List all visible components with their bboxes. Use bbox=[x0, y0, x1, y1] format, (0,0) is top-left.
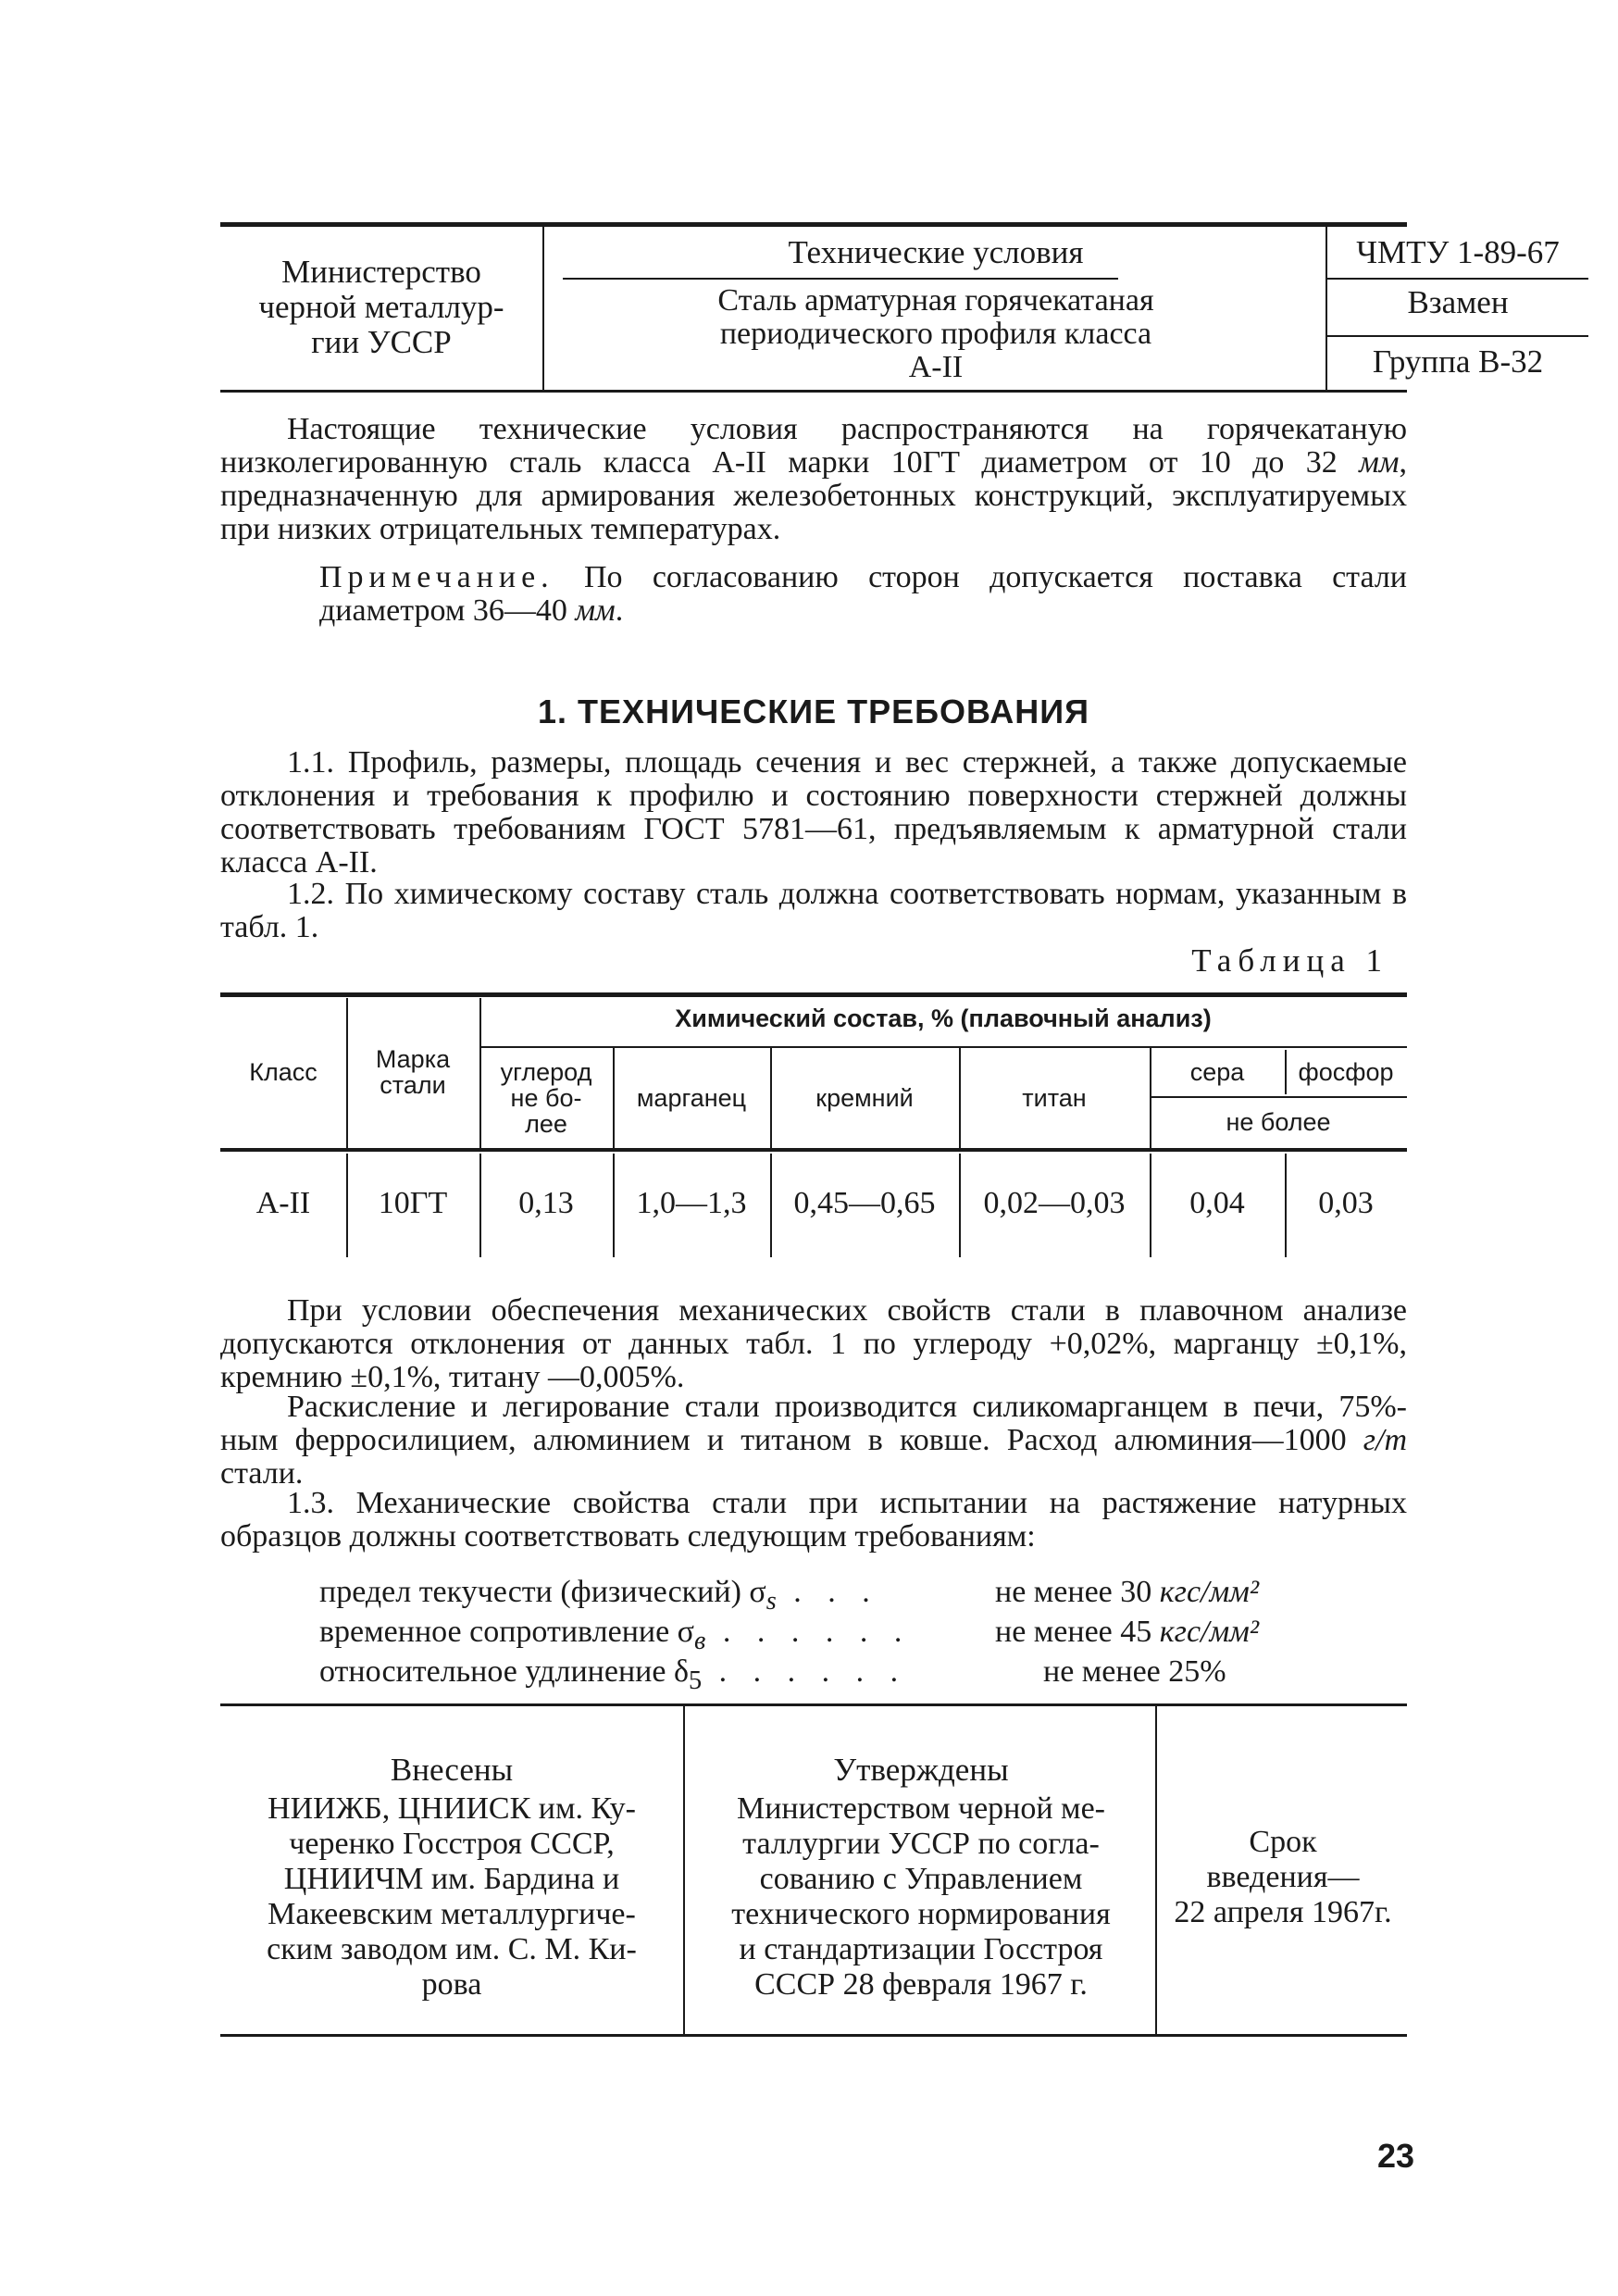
property-subscript: в bbox=[694, 1626, 706, 1655]
deoxidation-text: Раскисление и легирование стали производится силикомарганцем в печи, 75%-ным ферросилицием, алюминием и титаном в ковше. Расход алюминия—1000 bbox=[220, 1390, 1407, 1457]
paragraph-1-1: 1.1. Профиль, размеры, площадь сечения и вес стержней, а также допускаемые отклонения и требования к профилю и состоянию поверхности стержней должны соответствовать требованиям ГОСТ 5781—61, предъявляемым к арматурной стали класса А-II. bbox=[220, 745, 1407, 880]
header-divider bbox=[563, 278, 1118, 280]
property-unit: кгс/мм² bbox=[1159, 1615, 1260, 1649]
paragraph-1-2: 1.2. По химическому составу сталь должна соответствовать нормам, указанным в табл. 1. bbox=[220, 877, 1407, 944]
cell-grade: 10ГТ bbox=[378, 1186, 448, 1220]
property-value-text: не менее 30 bbox=[995, 1575, 1160, 1609]
cell-carbon: 0,13 bbox=[518, 1186, 574, 1220]
document-title: Сталь арматурная горячекатаная периодического профиля класса А-II bbox=[717, 283, 1154, 384]
property-subscript: 5 bbox=[688, 1666, 703, 1695]
deoxidation-paragraph bbox=[220, 1391, 1407, 1491]
property-value bbox=[995, 1574, 1259, 1611]
cell-manganese: 1,0—1,3 bbox=[636, 1186, 747, 1220]
header-manganese: марганец bbox=[636, 1084, 747, 1112]
header-title-cell bbox=[542, 227, 1327, 390]
table-header-rule bbox=[220, 1148, 1407, 1152]
note-end: . bbox=[615, 593, 624, 628]
property-item bbox=[319, 1574, 1384, 1615]
property-item bbox=[319, 1614, 1384, 1654]
property-unit: кгс/мм² bbox=[1159, 1575, 1260, 1609]
header-class: Класс bbox=[249, 1058, 317, 1086]
header-silicon: кремний bbox=[815, 1084, 914, 1112]
deoxidation-text-end: стали. bbox=[220, 1456, 304, 1491]
property-name bbox=[319, 1653, 907, 1700]
property-value-text: не менее 45 bbox=[995, 1615, 1160, 1649]
table-caption: Таблица 1 bbox=[1191, 942, 1388, 979]
header-composition: Химический состав, % (плавочный анализ) bbox=[675, 1004, 1212, 1032]
page-number: 23 bbox=[1376, 2137, 1414, 2175]
property-label: временное сопротивление σ bbox=[319, 1615, 695, 1649]
note-paragraph bbox=[319, 561, 1407, 628]
header-grade: Марка стали bbox=[375, 1045, 451, 1099]
property-item bbox=[319, 1653, 1384, 1694]
header-titanium: титан bbox=[1022, 1084, 1087, 1112]
cell-silicon: 0,45—0,65 bbox=[793, 1186, 936, 1220]
property-value bbox=[995, 1614, 1259, 1651]
intro-text: Настоящие технические условия распространяются на горячекатаную низколегированную сталь класса А-II марки 10ГТ диаметром от 10 до 32 bbox=[220, 412, 1407, 480]
property-dots: . . . . . . bbox=[702, 1654, 908, 1689]
property-subscript: s bbox=[765, 1586, 777, 1616]
note-text: По согласованию сторон допускается поставка стали диаметром 36—40 bbox=[319, 560, 1407, 628]
chemical-composition-table bbox=[220, 992, 1407, 1261]
header-max-note: не более bbox=[1226, 1108, 1331, 1136]
header-divider bbox=[1327, 335, 1588, 337]
note-unit: мм bbox=[575, 593, 616, 628]
paragraph-1-3: 1.3. Механические свойства стали при испытании на растяжение натурных образцов должны соответствовать следующим требованиям: bbox=[220, 1486, 1407, 1554]
deoxidation-unit: г/т bbox=[1363, 1423, 1407, 1457]
intro-text-end: , предназначенную для армирования железобетонных конструкций, эксплуатируемых при низких отрицательных температурах. bbox=[220, 445, 1407, 546]
intro-paragraph bbox=[220, 413, 1407, 546]
header-ministry-cell bbox=[220, 227, 542, 390]
footer-effective-cell bbox=[1155, 1706, 1409, 2034]
cell-phosphorus: 0,03 bbox=[1318, 1186, 1374, 1220]
table-rule bbox=[1150, 1096, 1407, 1098]
footer-introduced-cell bbox=[220, 1706, 683, 2034]
cell-class: А-II bbox=[255, 1186, 311, 1220]
cell-titanium: 0,02—0,03 bbox=[983, 1186, 1126, 1220]
header-sulfur: сера bbox=[1189, 1058, 1245, 1086]
document-footer bbox=[220, 1703, 1407, 2037]
property-dots: . . . bbox=[776, 1575, 879, 1609]
section-title: 1. ТЕХНИЧЕСКИЕ ТРЕБОВАНИЯ bbox=[538, 693, 1089, 730]
introduced-text: НИИЖБ, ЦНИИСК им. Ку- черенко Госстроя СССР, ЦНИИЧМ им. Бардина и Макеевским металлургиче- ским заводом им. С. М. Ки- рова bbox=[267, 1791, 637, 2002]
header-code-cell bbox=[1326, 227, 1588, 390]
note-label: Примечание. bbox=[319, 560, 554, 594]
table-top-rule bbox=[220, 992, 1407, 997]
ministry-name: Министерство черной металлур- гии УССР bbox=[258, 254, 504, 360]
introduced-heading: Внесены bbox=[390, 1752, 514, 1788]
header-divider bbox=[1327, 278, 1588, 280]
property-label: относительное удлинение δ bbox=[319, 1654, 689, 1689]
group-label: Группа В-32 bbox=[1372, 343, 1544, 380]
replaces-label: Взамен bbox=[1407, 284, 1509, 320]
intro-unit: мм bbox=[1359, 445, 1400, 480]
approved-text: Министерством черной ме- таллургии УССР по согла- сованию с Управлением технического нормирования и стандартизации Госстроя СССР 28 февраля 1967 г. bbox=[731, 1791, 1111, 2002]
property-dots: . . . . . . bbox=[705, 1615, 912, 1649]
table-rule bbox=[479, 1046, 1407, 1048]
deviation-paragraph: При условии обеспечения механических свойств стали в плавочном анализе допускаются отклонения от данных табл. 1 по углероду +0,02%, марганцу ±0,1%, кремнию ±0,1%, титану —0,005%. bbox=[220, 1293, 1407, 1394]
property-label: предел текучести (физический) σ bbox=[319, 1575, 766, 1609]
cell-sulfur: 0,04 bbox=[1189, 1186, 1245, 1220]
property-value-text: не менее 25% bbox=[1043, 1654, 1226, 1689]
header-phosphorus: фосфор bbox=[1298, 1058, 1394, 1086]
property-value bbox=[1043, 1653, 1226, 1691]
footer-approved-cell bbox=[683, 1706, 1157, 2034]
document-header bbox=[220, 222, 1560, 393]
approved-heading: Утверждены bbox=[833, 1752, 1009, 1788]
document-code: ЧМТУ 1-89-67 bbox=[1356, 234, 1560, 270]
effective-date: Срок введения— 22 апреля 1967г. bbox=[1174, 1825, 1392, 1929]
header-carbon: углерод не бо- лее bbox=[500, 1058, 592, 1138]
document-kind: Технические условия bbox=[788, 234, 1084, 270]
